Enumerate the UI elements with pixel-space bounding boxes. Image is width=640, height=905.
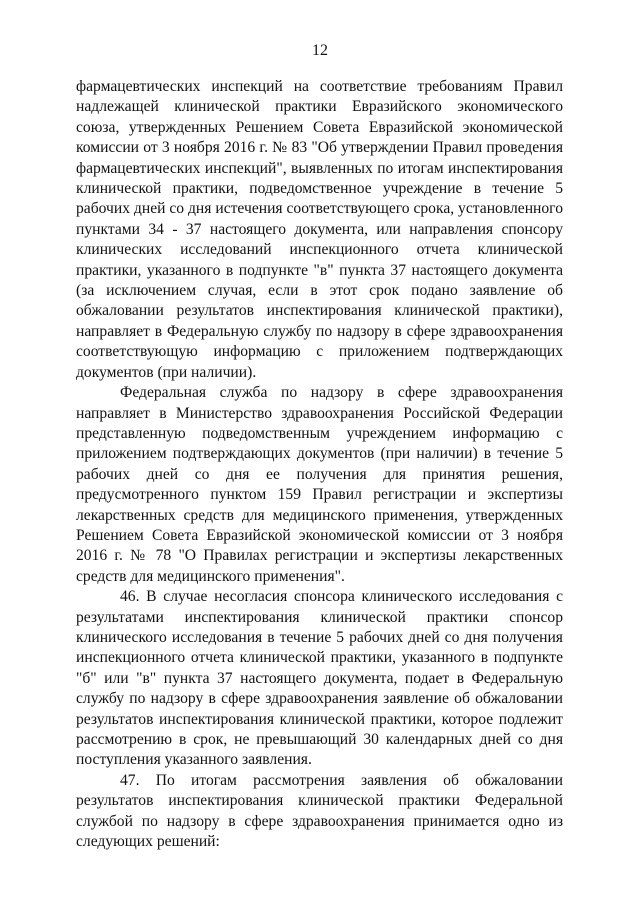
document-body <box>76 77 563 852</box>
paragraph-47: 47. По итогам рассмотрения заявления об обжаловании результатов инспектирования клинической практики Федеральной службой по надзору в сфере здравоохранения принимается одно из следующих решений: <box>76 771 563 851</box>
paragraph-46: 46. В случае несогласия спонсора клинического исследования с результатами инспектирования клинической практики спонсор клинического исследования в течение 5 рабочих дней со дня получения инспекционного отчета клинической практики, указанного в подпункте "б" или "в" пункта 37 настоящего документа, подает в Федеральную службу по надзору в сфере здравоохранения заявление об обжаловании результатов инспектирования клинической практики, которое подлежит рассмотрению в срок, не превышающий 30 календарных дней со дня поступления указанного заявления. <box>76 588 563 769</box>
paragraph-continuation: фармацевтических инспекций на соответствие требованиям Правил надлежащей клинической практики Евразийского экономического союза, утвержденных Решением Совета Евразийской экономической комиссии от 3 ноября 2016 г. № 83 "Об утверждении Правил проведения фармацевтических инспекций", выявленных по итогам инспектирования клинической практики, подведомственное учреждение в течение 5 рабочих дней со дня истечения соответствующего срока, установленного пунктами 34 - 37 настоящего документа, или направления спонсору клинических исследований инспекционного отчета клинической практики, указанного в подпункте "в" пункта 37 настоящего документа (за исключением случая, если в этот срок подано заявление об обжаловании результатов инспектирования клинической практики), направляет в Федеральную службу по надзору в сфере здравоохранения соответствующую информацию с приложением подтверждающих документов (при наличии). <box>76 78 563 381</box>
paragraph-federal-service: Федеральная служба по надзору в сфере здравоохранения направляет в Министерство здравоохранения Российской Федерации представленную подведомственным учреждением информацию с приложением подтверждающих документов (при наличии) в течение 5 рабочих дней со дня ее получения для принятия решения, предусмотренного пунктом 159 Правил регистрации и экспертизы лекарственных средств для медицинского применения, утвержденных Решением Совета Евразийской экономической комиссии от 3 ноября 2016 г. № 78 "О Правилах регистрации и экспертизы лекарственных средств для медицинского применения". <box>76 384 563 585</box>
page-number: 12 <box>312 42 328 59</box>
